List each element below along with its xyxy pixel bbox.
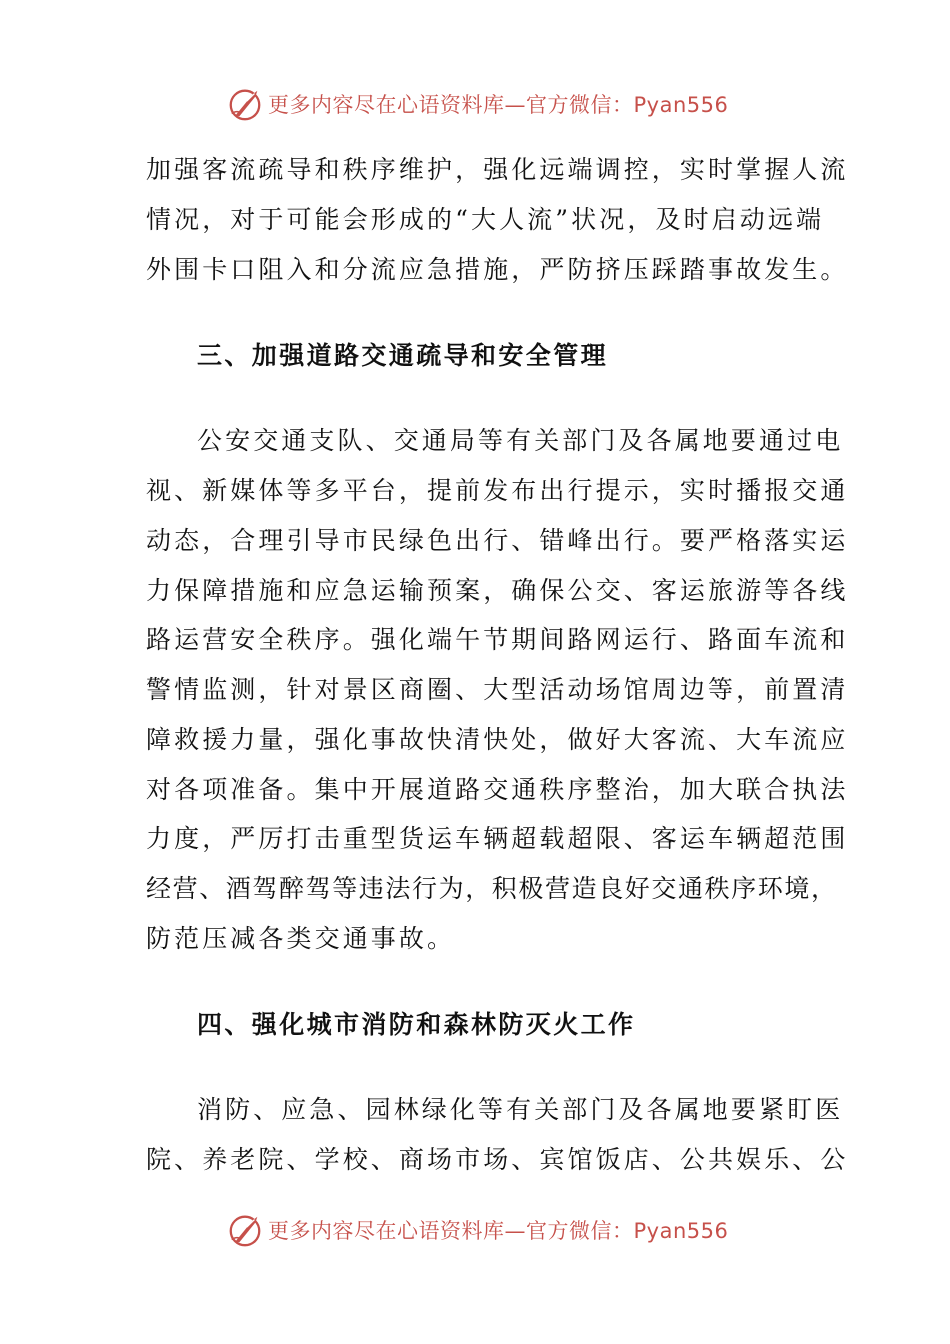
paragraph-line: 经营、酒驾醉驾等违法行为，积极营造良好交通秩序环境， — [146, 874, 838, 903]
paragraph-line: 公安交通支队、交通局等有关部门及各属地要通过电 — [197, 426, 844, 455]
paragraph-line: 消防、应急、园林绿化等有关部门及各属地要紧盯医 — [197, 1095, 844, 1124]
paragraph-line: 力保障措施和应急运输预案，确保公交、客运旅游等各线 — [146, 576, 849, 605]
footer-watermark — [226, 1210, 728, 1250]
paragraph-line: 防范压减各类交通事故。 — [146, 924, 456, 953]
paragraph-line: 外围卡口阻入和分流应急措施，严防挤压踩踏事故发生。 — [146, 255, 849, 284]
paragraph-line: 视、新媒体等多平台，提前发布出行提示，实时播报交通 — [146, 476, 849, 505]
paragraph-line: 力度，严厉打击重型货运车辆超载超限、客运车辆超范围 — [146, 824, 849, 853]
pen-feather-logo-icon — [226, 85, 264, 123]
pen-feather-logo-icon — [226, 1211, 264, 1249]
paragraph-line: 对各项准备。集中开展道路交通秩序整治，加大联合执法 — [146, 775, 849, 804]
paragraph-line: 障救援力量，强化事故快清快处，做好大客流、大车流应 — [146, 725, 849, 754]
watermark-text: 更多内容尽在心语资料库—官方微信：Pyan556 — [268, 1219, 729, 1243]
section-heading: 四、强化城市消防和森林防灭火工作 — [197, 1010, 636, 1039]
paragraph-line: 动态，合理引导市民绿色出行、错峰出行。要严格落实运 — [146, 526, 849, 555]
paragraph-line: 院、养老院、学校、商场市场、宾馆饭店、公共娱乐、公 — [146, 1145, 849, 1174]
paragraph-line: 加强客流疏导和秩序维护，强化远端调控，实时掌握人流 — [146, 155, 849, 184]
paragraph-line: 情况，对于可能会形成的“大人流”状况，及时启动远端 — [146, 205, 825, 234]
header-watermark — [226, 84, 728, 124]
paragraph-line: 警情监测，针对景区商圈、大型活动场馆周边等，前置清 — [146, 675, 849, 704]
paragraph-line: 路运营安全秩序。强化端午节期间路网运行、路面车流和 — [146, 625, 849, 654]
watermark-text: 更多内容尽在心语资料库—官方微信：Pyan556 — [268, 93, 729, 117]
section-heading: 三、加强道路交通疏导和安全管理 — [197, 341, 609, 370]
